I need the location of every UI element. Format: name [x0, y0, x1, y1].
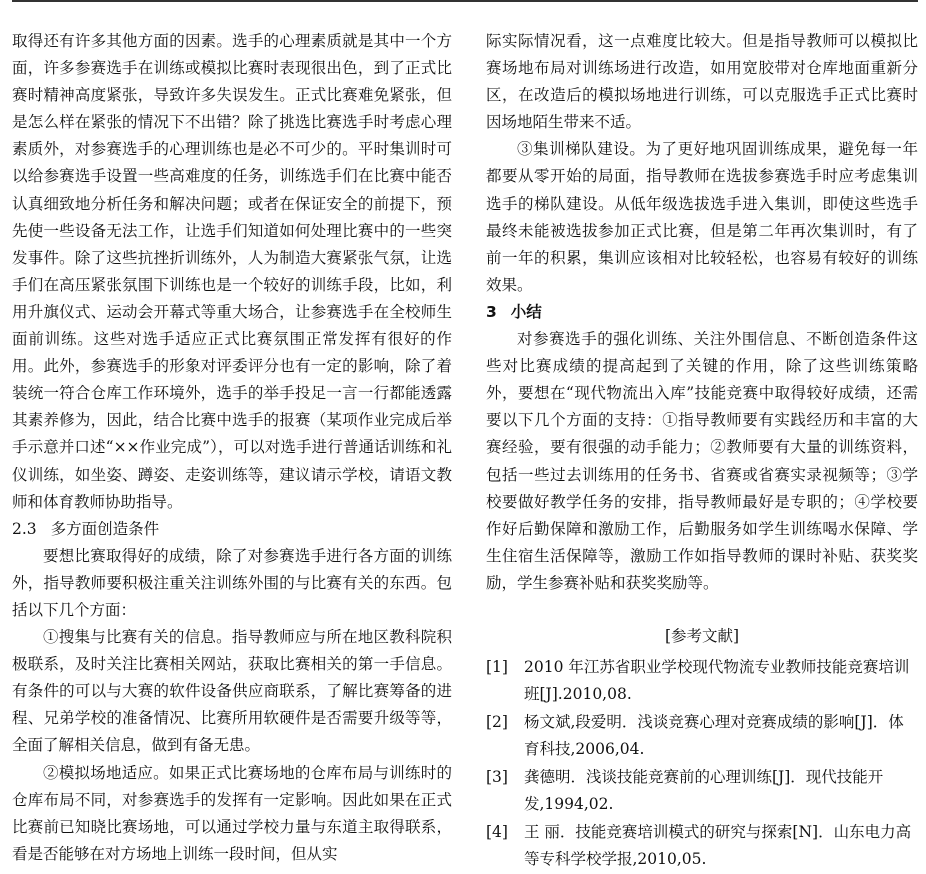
reference-text: 2010 年江苏省职业学校现代物流专业教师技能竞赛培训班[J].2010,08. — [524, 657, 910, 704]
reference-text: 杨文斌,段爱明．浅谈竞赛心理对竞赛成绩的影响[J]．体育科技,2006,04. — [524, 712, 904, 759]
reference-item — [486, 709, 918, 764]
references-list — [486, 654, 918, 874]
body-paragraph: ③集训梯队建设。为了更好地巩固训练成果，避免每一年都要从零开始的局面，指导教师在选拔参赛选手时应考虑集训选手的梯队建设。从低年级选拔选手进入集训，即使这些选手最终未能被选拔参加正式比赛，但是第二年再次集训时，有了前一年的积累，集训应该相对比较轻松，也容易有较好的训练效果。 — [486, 140, 918, 294]
reference-number: [1] — [486, 657, 508, 676]
left-column — [12, 28, 452, 868]
section-title: 小结 — [510, 302, 542, 321]
section-number: 2.3 — [12, 519, 37, 538]
section-title: 多方面创造条件 — [50, 519, 160, 538]
section-heading-3 — [486, 299, 918, 326]
header-rule — [12, 0, 918, 2]
reference-text: 王 丽．技能竞赛培训模式的研究与探索[N]．山东电力高等专科学校学报,2010,05. — [524, 822, 912, 869]
body-paragraph: 取得还有许多其他方面的因素。选手的心理素质就是其中一个方面，许多参赛选手在训练或模拟比赛时表现很出色，到了正式比赛时精神高度紧张，导致许多失误发生。正式比赛难免紧张，但是怎么样在紧张的情况下不出错？除了挑选比赛选手时考虑心理素质外，对参赛选手的心理训练也是必不可少的。平时集训时可以给参赛选手设置一些高难度的任务，训练选手们在比赛中能否认真细致地分析任务和解决问题；或者在保证安全的前提下，预先使一些设备无法工作，让选手们知道如何处理比赛中的一些突发事件。除了这些抗挫折训练外，人为制造大赛紧张气氛，让选手们在高压紧张氛围下训练也是一个较好的训练手段，比如，利用升旗仪式、运动会开幕式等重大场合，让参赛选手在全校师生面前训练。这些对选手适应正式比赛氛围正常发挥有很好的作用。此外，参赛选手的形象对评委评分也有一定的影响，除了着装统一符合仓库工作环境外，选手的举手投足一言一行都能透露其素养修为，因此，结合比赛中选手的报赛（某项作业完成后举手示意并口述“××作业完成”），可以对选手进行普通话训练和礼仪训练，如坐姿、蹲姿、走姿训练等，建议请示学校，请语文教师和体育教师协助指导。 — [12, 32, 452, 511]
reference-number: [4] — [486, 822, 508, 841]
reference-item — [486, 654, 918, 709]
reference-item — [486, 764, 918, 819]
body-paragraph: 对参赛选手的强化训练、关注外围信息、不断创造条件这些对比赛成绩的提高起到了关键的作用，除了这些训练策略外，要想在“现代物流出入库”技能竞赛中取得较好成绩，还需要以下几个方面的支持：①指导教师要有实践经历和丰富的大赛经验，要有很强的动手能力；②教师要有大量的训练资料，包括一些过去训练用的任务书、省赛或省赛实录视频等；③学校要做好教学任务的安排，指导教师最好是专职的；④学校要作好后勤保障和激励工作，后勤服务如学生训练喝水保障、学生住宿生活保障等，激励工作如指导教师的课时补贴、获奖奖励，学生参赛补贴和获奖奖励等。 — [486, 330, 918, 592]
reference-number: [2] — [486, 712, 508, 731]
body-paragraph: 际实际情况看，这一点难度比较大。但是指导教师可以模拟比赛场地布局对训练场进行改造，如用宽胶带对仓库地面重新分区，在改造后的模拟场地进行训练，可以克服选手正式比赛时因场地陌生带来不适。 — [486, 32, 918, 132]
section-heading-2-3 — [12, 516, 452, 543]
reference-text: 龚德明．浅谈技能竞赛前的心理训练[J]．现代技能开发,1994,02. — [524, 767, 884, 814]
body-paragraph: 要想比赛取得好的成绩，除了对参赛选手进行各方面的训练外，指导教师要积极注重关注训练外围的与比赛有关的东西。包括以下几个方面： — [12, 546, 452, 619]
right-column — [486, 28, 918, 874]
body-paragraph: ①搜集与比赛有关的信息。指导教师应与所在地区教科院积极联系，及时关注比赛相关网站，获取比赛相关的第一手信息。有条件的可以与大赛的软件设备供应商联系，了解比赛筹备的进程、兄弟学校的准备情况、比赛所用软硬件是否需要升级等等，全面了解相关信息，做到有备无患。 — [12, 628, 452, 755]
reference-item — [486, 819, 918, 874]
reference-number: [3] — [486, 767, 508, 786]
references-title: [参考文献] — [664, 626, 740, 645]
body-paragraph: ②模拟场地适应。如果正式比赛场地的仓库布局与训练时的仓库布局不同，对参赛选手的发挥有一定影响。因此如果在正式比赛前已知晓比赛场地，可以通过学校力量与东道主取得联系，看是否能够在对方场地上训练一段时间，但从实 — [12, 763, 452, 863]
section-number: 3 — [486, 302, 497, 321]
